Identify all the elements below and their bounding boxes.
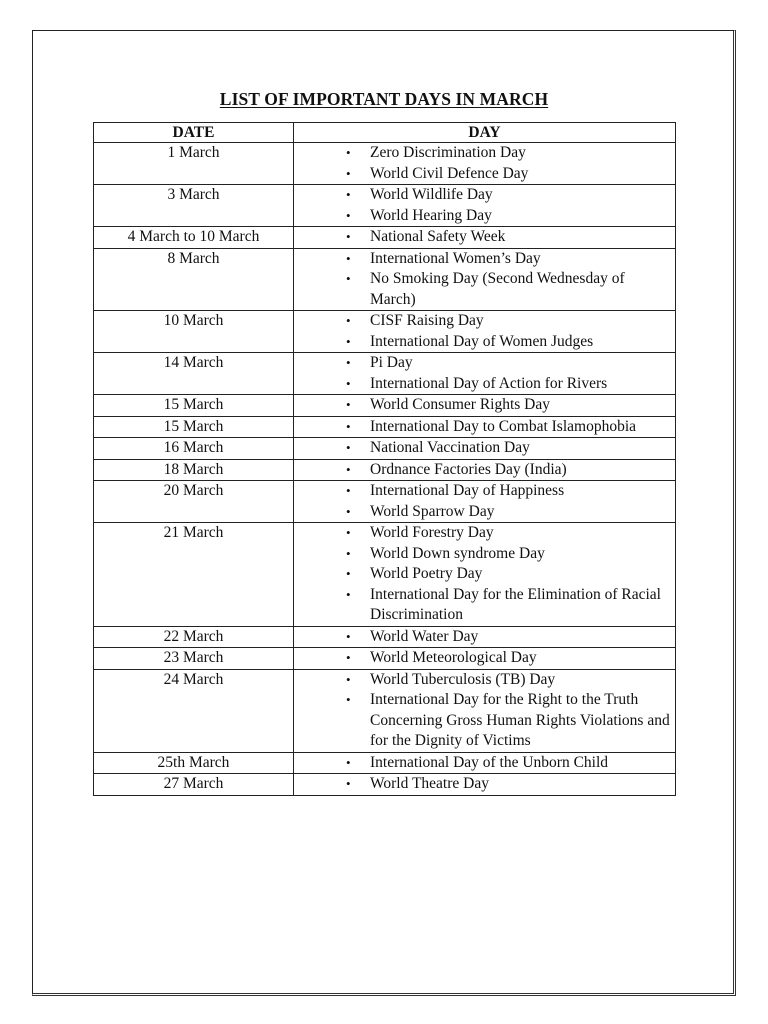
- day-list: [294, 249, 675, 311]
- day-cell: [294, 523, 676, 627]
- day-cell: [294, 669, 676, 752]
- day-list: [294, 311, 675, 352]
- list-item: [294, 417, 675, 438]
- date-cell: 3 March: [94, 185, 294, 227]
- table-body: [94, 143, 676, 796]
- list-item: [294, 627, 675, 648]
- day-list: [294, 627, 675, 648]
- day-cell: [294, 459, 676, 481]
- day-list: [294, 481, 675, 522]
- day-list: [294, 227, 675, 248]
- date-cell: 25th March: [94, 752, 294, 774]
- table-row: [94, 523, 676, 627]
- list-item: [294, 227, 675, 248]
- list-item: [294, 648, 675, 669]
- table-row: [94, 143, 676, 185]
- bullet-icon: •: [346, 207, 351, 223]
- bullet-icon: •: [346, 313, 351, 328]
- day-name: World Consumer Rights Day: [370, 396, 551, 413]
- date-cell: 18 March: [94, 459, 294, 481]
- bullet-icon: •: [346, 650, 351, 665]
- day-list: [294, 670, 675, 752]
- day-name: World Water Day: [370, 627, 479, 645]
- bullet-icon: •: [346, 692, 351, 707]
- day-cell: [294, 438, 676, 460]
- table-row: [94, 416, 676, 438]
- date-cell: 15 March: [94, 416, 294, 438]
- day-name: World Wildlife Day: [370, 186, 493, 203]
- day-name: No Smoking Day (Second Wednesday of March): [370, 270, 625, 308]
- day-cell: [294, 648, 676, 670]
- day-name: Pi Day: [370, 354, 413, 371]
- day-name: International Day of Happiness: [370, 482, 565, 499]
- date-cell: 14 March: [94, 353, 294, 395]
- day-name: International Day of the Unborn Child: [370, 753, 609, 771]
- list-item: [294, 249, 675, 270]
- date-cell: 24 March: [94, 669, 294, 752]
- day-name: International Day for the Right to the Truth Concerning Gross Human Rights Violations and for the Dignity of Victims: [370, 691, 670, 749]
- day-name: World Sparrow Day: [370, 502, 495, 520]
- table-row: [94, 353, 676, 395]
- day-cell: [294, 626, 676, 648]
- bullet-icon: •: [346, 229, 351, 244]
- list-item: [294, 753, 675, 774]
- bullet-icon: •: [346, 250, 351, 266]
- day-cell: [294, 248, 676, 311]
- day-cell: [294, 143, 676, 185]
- bullet-icon: •: [346, 566, 351, 581]
- bullet-icon: •: [346, 754, 351, 770]
- list-item: [294, 353, 675, 374]
- list-item: [294, 481, 675, 502]
- list-item: [294, 395, 675, 416]
- table-row: [94, 459, 676, 481]
- document-title: LIST OF IMPORTANT DAYS IN MARCH: [219, 89, 549, 109]
- day-column-header: DAY: [294, 123, 676, 143]
- list-item: [294, 544, 675, 565]
- day-name: World Meteorological Day: [370, 649, 537, 666]
- bullet-icon: •: [346, 165, 351, 181]
- bullet-icon: •: [346, 397, 351, 412]
- bullet-icon: •: [346, 525, 351, 540]
- date-cell: 1 March: [94, 143, 294, 185]
- day-list: [294, 460, 675, 481]
- day-name: National Vaccination Day: [370, 439, 530, 456]
- table-row: [94, 438, 676, 460]
- list-item: [294, 523, 675, 544]
- day-cell: [294, 416, 676, 438]
- day-name: National Safety Week: [370, 228, 506, 245]
- day-cell: [294, 752, 676, 774]
- date-cell: 15 March: [94, 395, 294, 417]
- day-cell: [294, 185, 676, 227]
- day-name: International Day to Combat Islamophobia: [370, 417, 637, 435]
- list-item: [294, 774, 675, 795]
- day-name: Ordnance Factories Day (India): [370, 460, 567, 478]
- table-row: [94, 311, 676, 353]
- day-cell: [294, 227, 676, 249]
- bullet-icon: •: [346, 145, 351, 160]
- list-item: [294, 206, 675, 227]
- table-row: [94, 752, 676, 774]
- day-name: International Day of Women Judges: [370, 332, 594, 350]
- bullet-icon: •: [346, 187, 351, 202]
- day-name: World Civil Defence Day: [370, 164, 529, 182]
- day-name: International Day for the Elimination of Racial Discrimination: [370, 585, 661, 623]
- bullet-icon: •: [346, 628, 351, 644]
- table-row: [94, 648, 676, 670]
- date-cell: 16 March: [94, 438, 294, 460]
- date-cell: 4 March to 10 March: [94, 227, 294, 249]
- table-row: [94, 395, 676, 417]
- date-cell: 20 March: [94, 481, 294, 523]
- list-item: [294, 332, 675, 353]
- bullet-icon: •: [346, 776, 351, 791]
- list-item: [294, 502, 675, 523]
- day-list: [294, 523, 675, 626]
- day-name: World Poetry Day: [370, 565, 483, 582]
- day-name: International Women’s Day: [370, 249, 541, 267]
- day-list: [294, 753, 675, 774]
- table-row: [94, 248, 676, 311]
- day-list: [294, 648, 675, 669]
- day-list: [294, 185, 675, 226]
- day-name: Zero Discrimination Day: [370, 144, 526, 161]
- table-row: [94, 626, 676, 648]
- bullet-icon: •: [346, 545, 351, 561]
- table-row: [94, 481, 676, 523]
- bullet-icon: •: [346, 671, 351, 687]
- list-item: [294, 164, 675, 185]
- list-item: [294, 269, 675, 310]
- table-header-row: [94, 123, 676, 143]
- bullet-icon: •: [346, 418, 351, 434]
- list-item: [294, 438, 675, 459]
- day-name: World Forestry Day: [370, 524, 494, 541]
- bullet-icon: •: [346, 375, 351, 391]
- day-list: [294, 353, 675, 394]
- list-item: [294, 374, 675, 395]
- day-list: [294, 417, 675, 438]
- day-list: [294, 395, 675, 416]
- bullet-icon: •: [346, 271, 351, 286]
- bullet-icon: •: [346, 483, 351, 498]
- date-cell: 22 March: [94, 626, 294, 648]
- table-row: [94, 185, 676, 227]
- important-days-table: [93, 122, 676, 796]
- day-cell: [294, 311, 676, 353]
- table-row: [94, 774, 676, 796]
- list-item: [294, 690, 675, 752]
- day-name: World Hearing Day: [370, 206, 492, 224]
- list-item: [294, 670, 675, 691]
- day-name: World Tuberculosis (TB) Day: [370, 670, 556, 688]
- day-cell: [294, 395, 676, 417]
- date-cell: 21 March: [94, 523, 294, 627]
- list-item: [294, 185, 675, 206]
- list-item: [294, 143, 675, 164]
- day-list: [294, 774, 675, 795]
- bullet-icon: •: [346, 333, 351, 349]
- table-row: [94, 227, 676, 249]
- day-name: International Day of Action for Rivers: [370, 374, 608, 392]
- day-cell: [294, 353, 676, 395]
- bullet-icon: •: [346, 503, 351, 519]
- bullet-icon: •: [346, 440, 351, 455]
- day-cell: [294, 481, 676, 523]
- day-list: [294, 143, 675, 184]
- day-name: World Theatre Day: [370, 775, 489, 792]
- bullet-icon: •: [346, 586, 351, 602]
- day-cell: [294, 774, 676, 796]
- list-item: [294, 460, 675, 481]
- date-cell: 10 March: [94, 311, 294, 353]
- date-cell: 8 March: [94, 248, 294, 311]
- table-row: [94, 669, 676, 752]
- bullet-icon: •: [346, 355, 351, 370]
- list-item: [294, 564, 675, 585]
- date-cell: 23 March: [94, 648, 294, 670]
- list-item: [294, 311, 675, 332]
- date-cell: 27 March: [94, 774, 294, 796]
- list-item: [294, 585, 675, 626]
- date-column-header: DATE: [94, 123, 294, 143]
- day-list: [294, 438, 675, 459]
- bullet-icon: •: [346, 461, 351, 477]
- day-name: World Down syndrome Day: [370, 544, 545, 562]
- day-name: CISF Raising Day: [370, 312, 484, 329]
